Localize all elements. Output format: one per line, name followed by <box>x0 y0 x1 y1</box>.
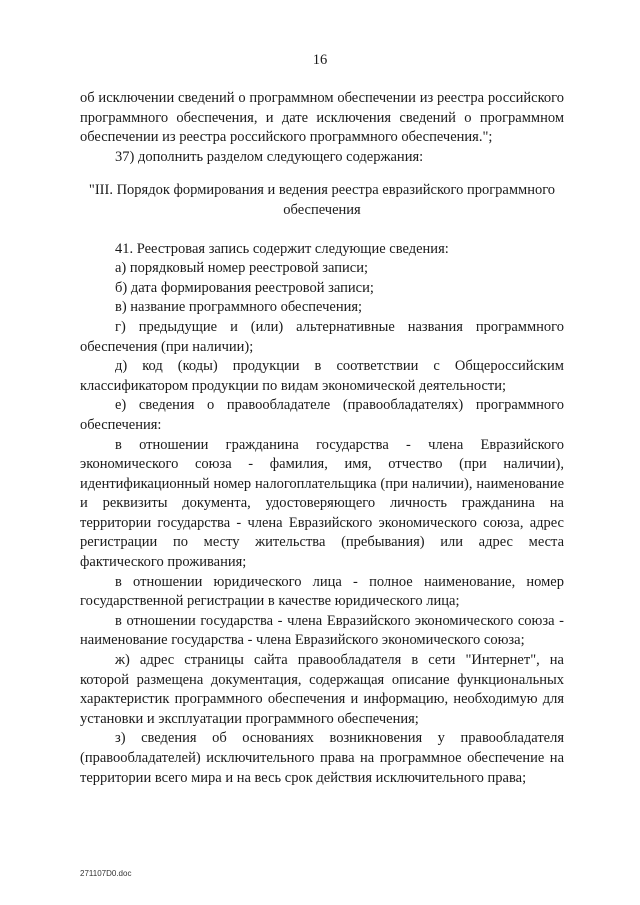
subclause-v: в) название программного обеспечения; <box>115 299 363 316</box>
subclause-d: д) код (коды) продукции в соответствии с Общероссийским классификатором продукции по видам экономической деятельности; <box>80 358 564 394</box>
paragraph-continuation: об исключении сведений о программном обеспечении из реестра российского программного обеспечения, и дате исключения сведений о программном обеспечении из реестра российского программного обеспечения."; <box>80 90 564 146</box>
clause-41: 41. Реестровая запись содержит следующие сведения: <box>115 240 449 257</box>
rightholder-legal-entity: в отношении юридического лица - полное наименование, номер государственной регистрации в качестве юридического лица; <box>80 573 564 610</box>
document-body <box>80 89 564 788</box>
amendment-item-37: 37) дополнить разделом следующего содержания: <box>115 148 424 165</box>
section-heading-line-2: обеспечения <box>283 201 361 218</box>
subclause-z: з) сведения об основаниях возникновения у правообладателя (правообладателей) исключительного права на программное обеспечение на территории всего мира и на весь срок действия исключительного права; <box>80 730 564 786</box>
section-heading-line-1: "III. Порядок формирования и ведения реестра евразийского программного <box>88 182 556 199</box>
rightholder-state: в отношении государства - члена Евразийского экономического союза - наименование государства - члена Евразийского экономического союза; <box>80 612 564 649</box>
subclause-zh: ж) адрес страницы сайта правообладателя в сети "Интернет", на которой размещена документация, содержащая описание функциональных характеристик программного обеспечения и информацию, необходимую для установки и эксплуатации программного обеспечения; <box>80 652 564 727</box>
subclause-g: г) предыдущие и (или) альтернативные названия программного обеспечения (при наличии); <box>80 318 564 355</box>
subclause-a: а) порядковый номер реестровой записи; <box>115 260 368 277</box>
section-heading <box>80 181 564 220</box>
file-name-footer: 271107D0.doc <box>80 869 132 878</box>
subclause-b: б) дата формирования реестровой записи; <box>115 279 374 296</box>
subclause-e: е) сведения о правообладателе (правообладателях) программного обеспечения: <box>80 397 564 433</box>
page-number: 16 <box>312 52 328 68</box>
rightholder-citizen: в отношении гражданина государства - члена Евразийского экономического союза - фамилия, имя, отчество (при наличии), идентификационный номер налогоплательщика (при наличии), наименование и реквизиты документа, удостоверяющего личность гражданина на территории государства - члена Евразийского экономического союза, адрес регистрации по месту жительства (пребывания) или адрес места фактического проживания; <box>80 436 564 571</box>
